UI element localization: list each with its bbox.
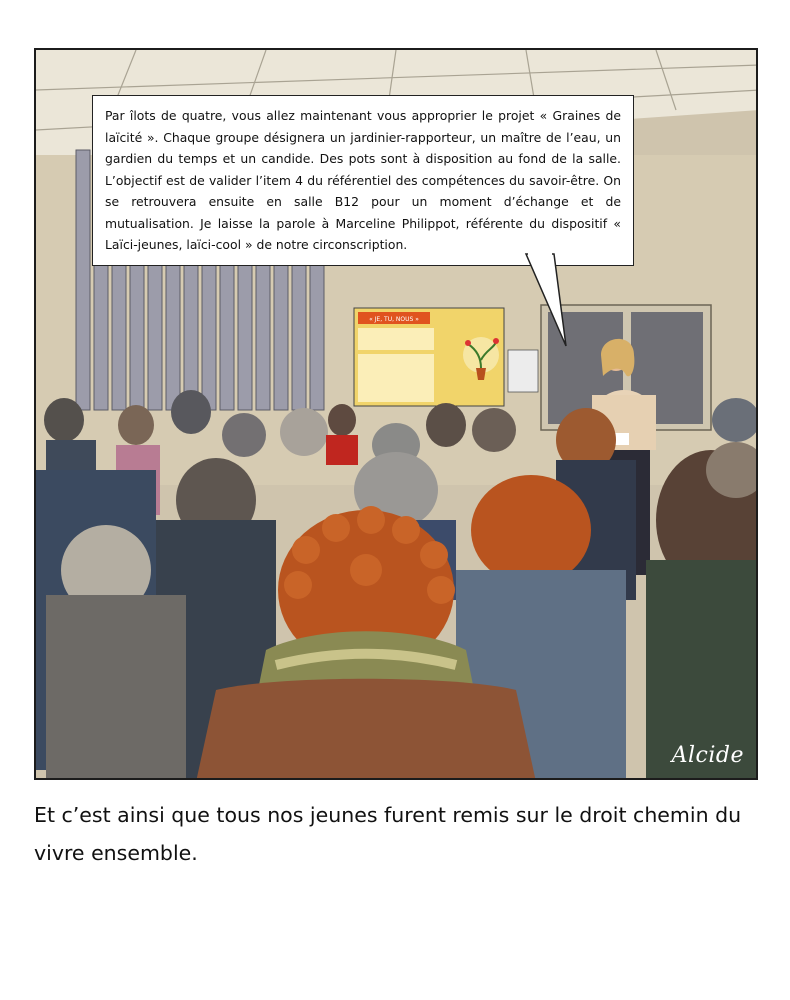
- projected-slide: [354, 308, 504, 406]
- artist-signature: Alcide: [671, 743, 744, 768]
- comic-panel: [34, 48, 758, 780]
- slide-header: « JE, TU, NOUS »: [369, 316, 419, 323]
- speech-bubble-text: Par îlots de quatre, vous allez maintenant vous approprier le projet « Graines de laïcité ». Chaque groupe désignera un jardinier-rapporteur, un maître de l’eau, un gardien du temps et un candide. Des pots sont à disposition au fond de la salle. L’objectif est de valider l’item 4 du référentiel des compétences du savoir-être. On se retrouvera ensuite en salle B12 pour un moment d’échange et de mutualisation. Je laisse la parole à Marceline Philippot, référente du dispositif « Laïci-jeunes, laïci-cool » de notre circonscription.: [105, 108, 621, 252]
- speech-bubble: [92, 95, 634, 266]
- comic-caption: Et c’est ainsi que tous nos jeunes furent remis sur le droit chemin du vivre ensemble.: [34, 803, 742, 865]
